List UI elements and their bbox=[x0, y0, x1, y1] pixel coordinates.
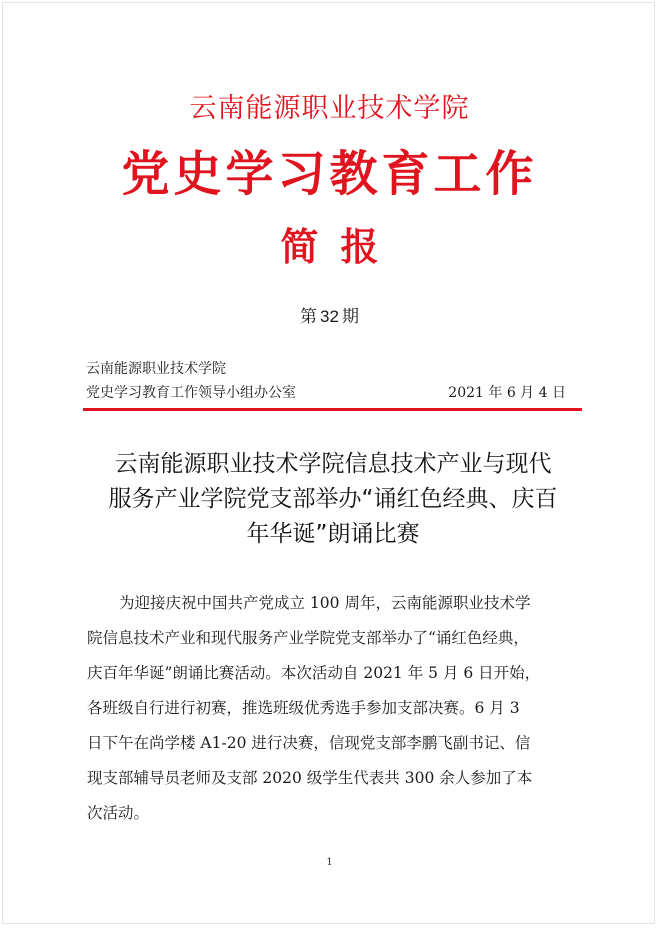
issue-number-value: 32 bbox=[320, 307, 339, 326]
body-line: 为迎接庆祝中国共产党成立 100 周年，云南能源职业技术学 bbox=[119, 594, 531, 612]
page-number: 1 bbox=[326, 857, 333, 868]
issue-number bbox=[0, 302, 659, 327]
body-line: 日下午在尚学楼 A1-20 进行决赛，信现党支部李鹏飞副书记、信 bbox=[87, 734, 531, 752]
article-title-line: 云南能源职业技术学院信息技术产业与现代 bbox=[114, 451, 552, 477]
issue-date: 2021 年 6 月 4 日 bbox=[448, 385, 566, 401]
header-divider bbox=[83, 408, 582, 411]
bulletin-title: 党史学习教育工作 bbox=[121, 146, 538, 202]
issue-prefix: 第 bbox=[300, 307, 318, 327]
article-title-line: 服务产业学院党支部举办“诵红色经典、庆百 bbox=[108, 486, 558, 512]
article-title bbox=[83, 447, 583, 552]
issue-suffix: 期 bbox=[341, 307, 359, 327]
article-title-line: 年华诞”朗诵比赛 bbox=[246, 521, 420, 547]
body-line: 院信息技术产业和现代服务产业学院党支部举办了“诵红色经典， bbox=[87, 629, 529, 647]
body-line: 现支部辅导员老师及支部 2020 级学生代表共 300 余人参加了本 bbox=[87, 769, 533, 787]
body-line: 各班级自行进行初赛，推选班级优秀选手参加支部决赛。6 月 3 bbox=[87, 699, 520, 717]
body-line: 庆百年华诞”朗诵比赛活动。本次活动自 2021 年 5 月 6 日开始， bbox=[87, 664, 541, 682]
issuer-institution: 云南能源职业技术学院 bbox=[86, 361, 226, 377]
article-body bbox=[87, 586, 583, 831]
institution-name: 云南能源职业技术学院 bbox=[189, 93, 470, 124]
body-line: 次活动。 bbox=[87, 804, 150, 822]
issuer-office: 党史学习教育工作领导小组办公室 bbox=[86, 385, 296, 401]
bulletin-subtitle: 简报 bbox=[280, 224, 401, 269]
